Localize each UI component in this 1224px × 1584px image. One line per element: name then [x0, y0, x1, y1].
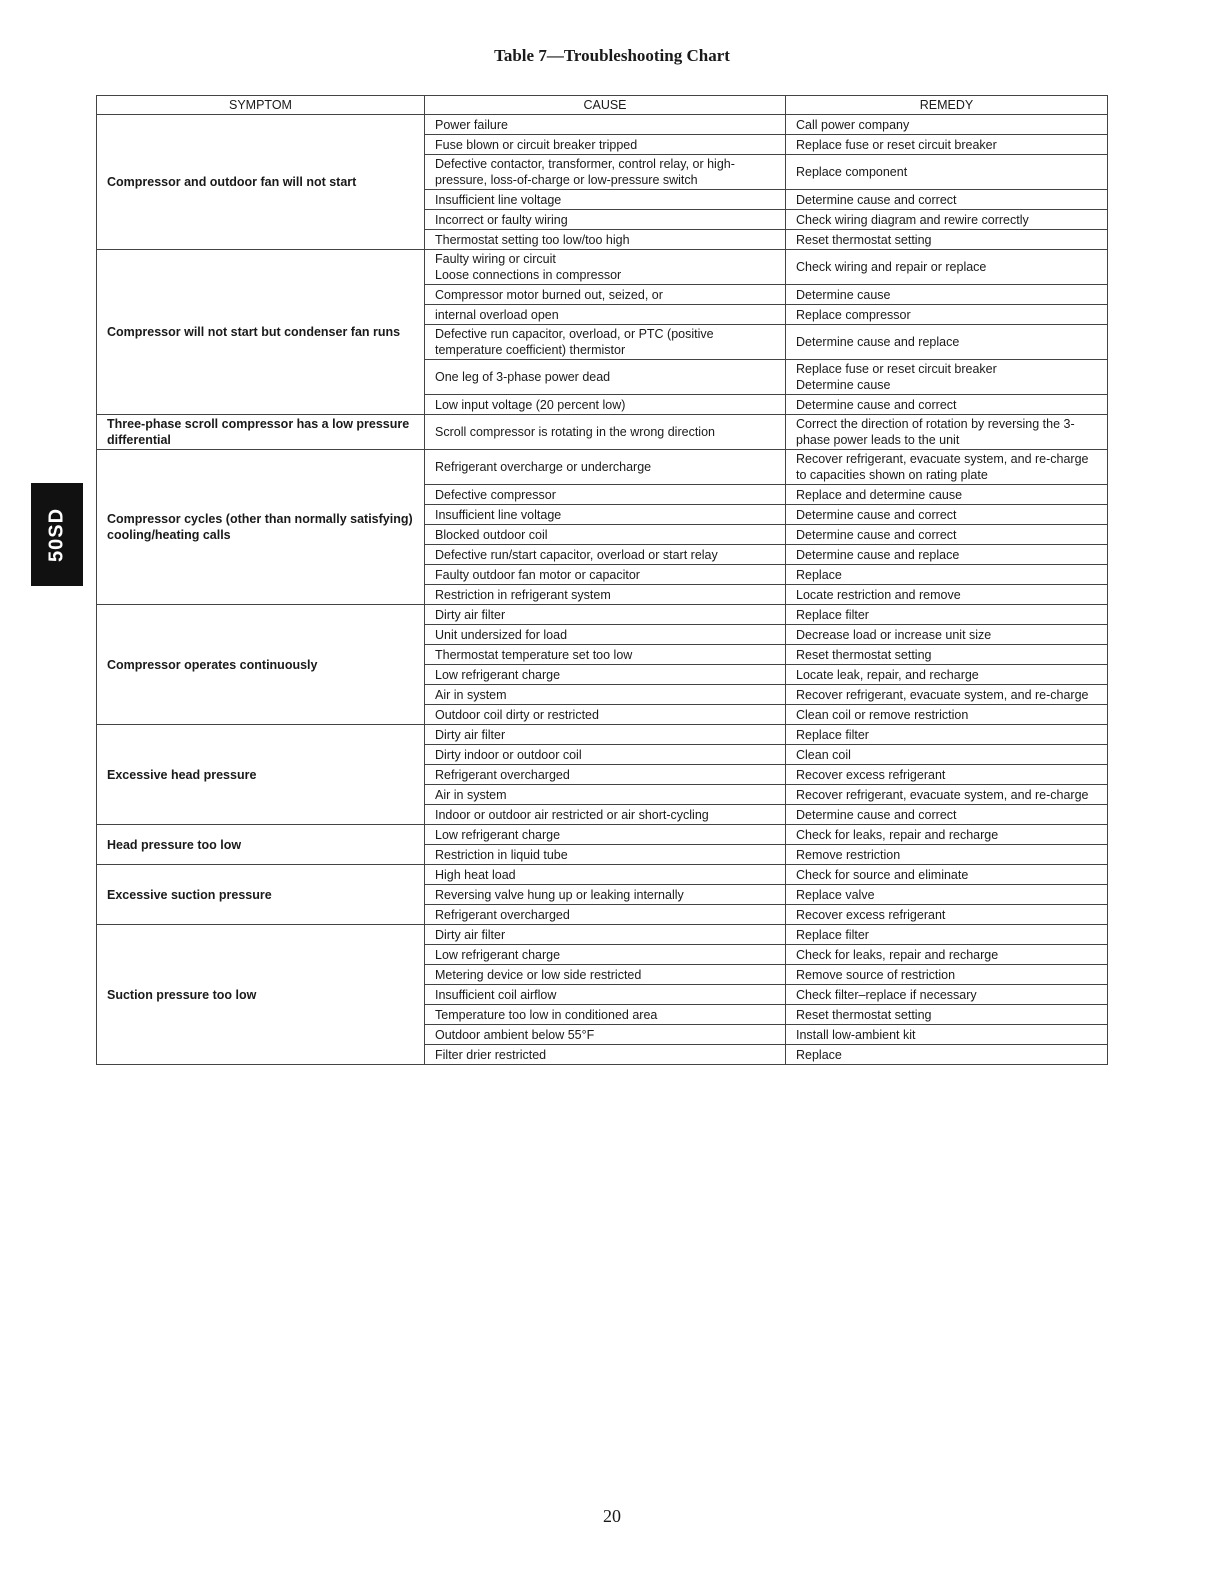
symptom-cell: Compressor cycles (other than normally satisfying) cooling/heating calls [97, 450, 425, 605]
remedy-cell: Reset thermostat setting [786, 645, 1108, 665]
section-tab [31, 483, 83, 586]
cause-cell: Power failure [425, 115, 786, 135]
cause-cell: Air in system [425, 785, 786, 805]
cause-cell: Outdoor ambient below 55°F [425, 1025, 786, 1045]
cause-cell: Faulty outdoor fan motor or capacitor [425, 565, 786, 585]
remedy-cell: Determine cause and correct [786, 505, 1108, 525]
remedy-cell: Replace filter [786, 605, 1108, 625]
remedy-cell: Replace [786, 1045, 1108, 1065]
table-row [97, 415, 1108, 450]
cause-cell: Dirty air filter [425, 925, 786, 945]
remedy-cell: Replace [786, 565, 1108, 585]
remedy-cell: Replace filter [786, 925, 1108, 945]
cause-cell: Blocked outdoor coil [425, 525, 786, 545]
remedy-cell: Replace and determine cause [786, 485, 1108, 505]
cause-cell: Air in system [425, 685, 786, 705]
remedy-cell: Determine cause and correct [786, 805, 1108, 825]
cause-cell: Unit undersized for load [425, 625, 786, 645]
cause-cell: Reversing valve hung up or leaking internally [425, 885, 786, 905]
cause-cell: Refrigerant overcharged [425, 765, 786, 785]
remedy-cell: Decrease load or increase unit size [786, 625, 1108, 645]
table-row [97, 865, 1108, 885]
cause-cell: Outdoor coil dirty or restricted [425, 705, 786, 725]
cause-cell: Dirty air filter [425, 725, 786, 745]
remedy-cell: Determine cause [786, 285, 1108, 305]
table-title: Table 7—Troubleshooting Chart [494, 46, 730, 65]
remedy-cell: Replace fuse or reset circuit breaker [786, 135, 1108, 155]
page-number: 20 [603, 1506, 621, 1526]
cause-cell: Dirty indoor or outdoor coil [425, 745, 786, 765]
cause-cell: Refrigerant overcharged [425, 905, 786, 925]
table-row [97, 925, 1108, 945]
remedy-cell: Recover refrigerant, evacuate system, and re-charge [786, 685, 1108, 705]
remedy-cell: Check for leaks, repair and recharge [786, 945, 1108, 965]
cause-cell: Metering device or low side restricted [425, 965, 786, 985]
symptom-cell: Head pressure too low [97, 825, 425, 865]
table-row [97, 825, 1108, 845]
remedy-cell: Remove source of restriction [786, 965, 1108, 985]
remedy-cell: Replace compressor [786, 305, 1108, 325]
cause-cell: internal overload open [425, 305, 786, 325]
table-row [97, 450, 1108, 485]
remedy-cell: Clean coil or remove restriction [786, 705, 1108, 725]
remedy-cell: Remove restriction [786, 845, 1108, 865]
cause-cell: Defective contactor, transformer, control relay, or high-pressure, loss-of-charge or low-pressure switch [425, 155, 786, 190]
symptom-cell: Excessive suction pressure [97, 865, 425, 925]
remedy-cell: Check wiring diagram and rewire correctly [786, 210, 1108, 230]
cause-cell: Faulty wiring or circuit Loose connections in compressor [425, 250, 786, 285]
remedy-cell: Determine cause and correct [786, 395, 1108, 415]
symptom-cell: Three-phase scroll compressor has a low pressure differential [97, 415, 425, 450]
cause-cell: Compressor motor burned out, seized, or [425, 285, 786, 305]
cause-cell: Incorrect or faulty wiring [425, 210, 786, 230]
cause-cell: Thermostat temperature set too low [425, 645, 786, 665]
table-row [97, 115, 1108, 135]
remedy-cell: Replace fuse or reset circuit breaker Determine cause [786, 360, 1108, 395]
cause-cell: Insufficient coil airflow [425, 985, 786, 1005]
table-row [97, 605, 1108, 625]
cause-cell: Restriction in refrigerant system [425, 585, 786, 605]
remedy-cell: Replace component [786, 155, 1108, 190]
cause-cell: Low input voltage (20 percent low) [425, 395, 786, 415]
remedy-cell: Locate leak, repair, and recharge [786, 665, 1108, 685]
remedy-cell: Check for source and eliminate [786, 865, 1108, 885]
remedy-cell: Install low-ambient kit [786, 1025, 1108, 1045]
remedy-cell: Replace filter [786, 725, 1108, 745]
cause-cell: Low refrigerant charge [425, 825, 786, 845]
section-tab-label: 50SD [45, 507, 68, 562]
cause-cell: Low refrigerant charge [425, 945, 786, 965]
cause-cell: Low refrigerant charge [425, 665, 786, 685]
remedy-cell: Correct the direction of rotation by reversing the 3-phase power leads to the unit [786, 415, 1108, 450]
header-remedy: REMEDY [786, 96, 1108, 115]
remedy-cell: Check for leaks, repair and recharge [786, 825, 1108, 845]
cause-cell: Insufficient line voltage [425, 190, 786, 210]
remedy-cell: Reset thermostat setting [786, 1005, 1108, 1025]
cause-cell: Thermostat setting too low/too high [425, 230, 786, 250]
remedy-cell: Reset thermostat setting [786, 230, 1108, 250]
remedy-cell: Recover excess refrigerant [786, 765, 1108, 785]
symptom-cell: Compressor and outdoor fan will not start [97, 115, 425, 250]
symptom-cell: Suction pressure too low [97, 925, 425, 1065]
table-row [97, 250, 1108, 285]
symptom-cell: Excessive head pressure [97, 725, 425, 825]
cause-cell: Insufficient line voltage [425, 505, 786, 525]
cause-cell: One leg of 3-phase power dead [425, 360, 786, 395]
remedy-cell: Determine cause and correct [786, 525, 1108, 545]
remedy-cell: Recover refrigerant, evacuate system, and re-charge to capacities shown on rating plate [786, 450, 1108, 485]
remedy-cell: Replace valve [786, 885, 1108, 905]
remedy-cell: Determine cause and correct [786, 190, 1108, 210]
troubleshooting-table [96, 95, 1108, 1065]
cause-cell: Refrigerant overcharge or undercharge [425, 450, 786, 485]
cause-cell: Defective run capacitor, overload, or PTC (positive temperature coefficient) thermistor [425, 325, 786, 360]
cause-cell: High heat load [425, 865, 786, 885]
header-row [97, 96, 1108, 115]
remedy-cell: Call power company [786, 115, 1108, 135]
table-row [97, 725, 1108, 745]
symptom-cell: Compressor operates continuously [97, 605, 425, 725]
table-body [97, 115, 1108, 1065]
remedy-cell: Recover excess refrigerant [786, 905, 1108, 925]
cause-cell: Restriction in liquid tube [425, 845, 786, 865]
symptom-cell: Compressor will not start but condenser fan runs [97, 250, 425, 415]
remedy-cell: Locate restriction and remove [786, 585, 1108, 605]
cause-cell: Filter drier restricted [425, 1045, 786, 1065]
remedy-cell: Check filter–replace if necessary [786, 985, 1108, 1005]
cause-cell: Temperature too low in conditioned area [425, 1005, 786, 1025]
cause-cell: Fuse blown or circuit breaker tripped [425, 135, 786, 155]
remedy-cell: Check wiring and repair or replace [786, 250, 1108, 285]
remedy-cell: Determine cause and replace [786, 545, 1108, 565]
header-symptom: SYMPTOM [97, 96, 425, 115]
cause-cell: Dirty air filter [425, 605, 786, 625]
cause-cell: Defective run/start capacitor, overload or start relay [425, 545, 786, 565]
cause-cell: Defective compressor [425, 485, 786, 505]
remedy-cell: Determine cause and replace [786, 325, 1108, 360]
remedy-cell: Recover refrigerant, evacuate system, and re-charge [786, 785, 1108, 805]
remedy-cell: Clean coil [786, 745, 1108, 765]
header-cause: CAUSE [425, 96, 786, 115]
cause-cell: Indoor or outdoor air restricted or air short-cycling [425, 805, 786, 825]
cause-cell: Scroll compressor is rotating in the wrong direction [425, 415, 786, 450]
